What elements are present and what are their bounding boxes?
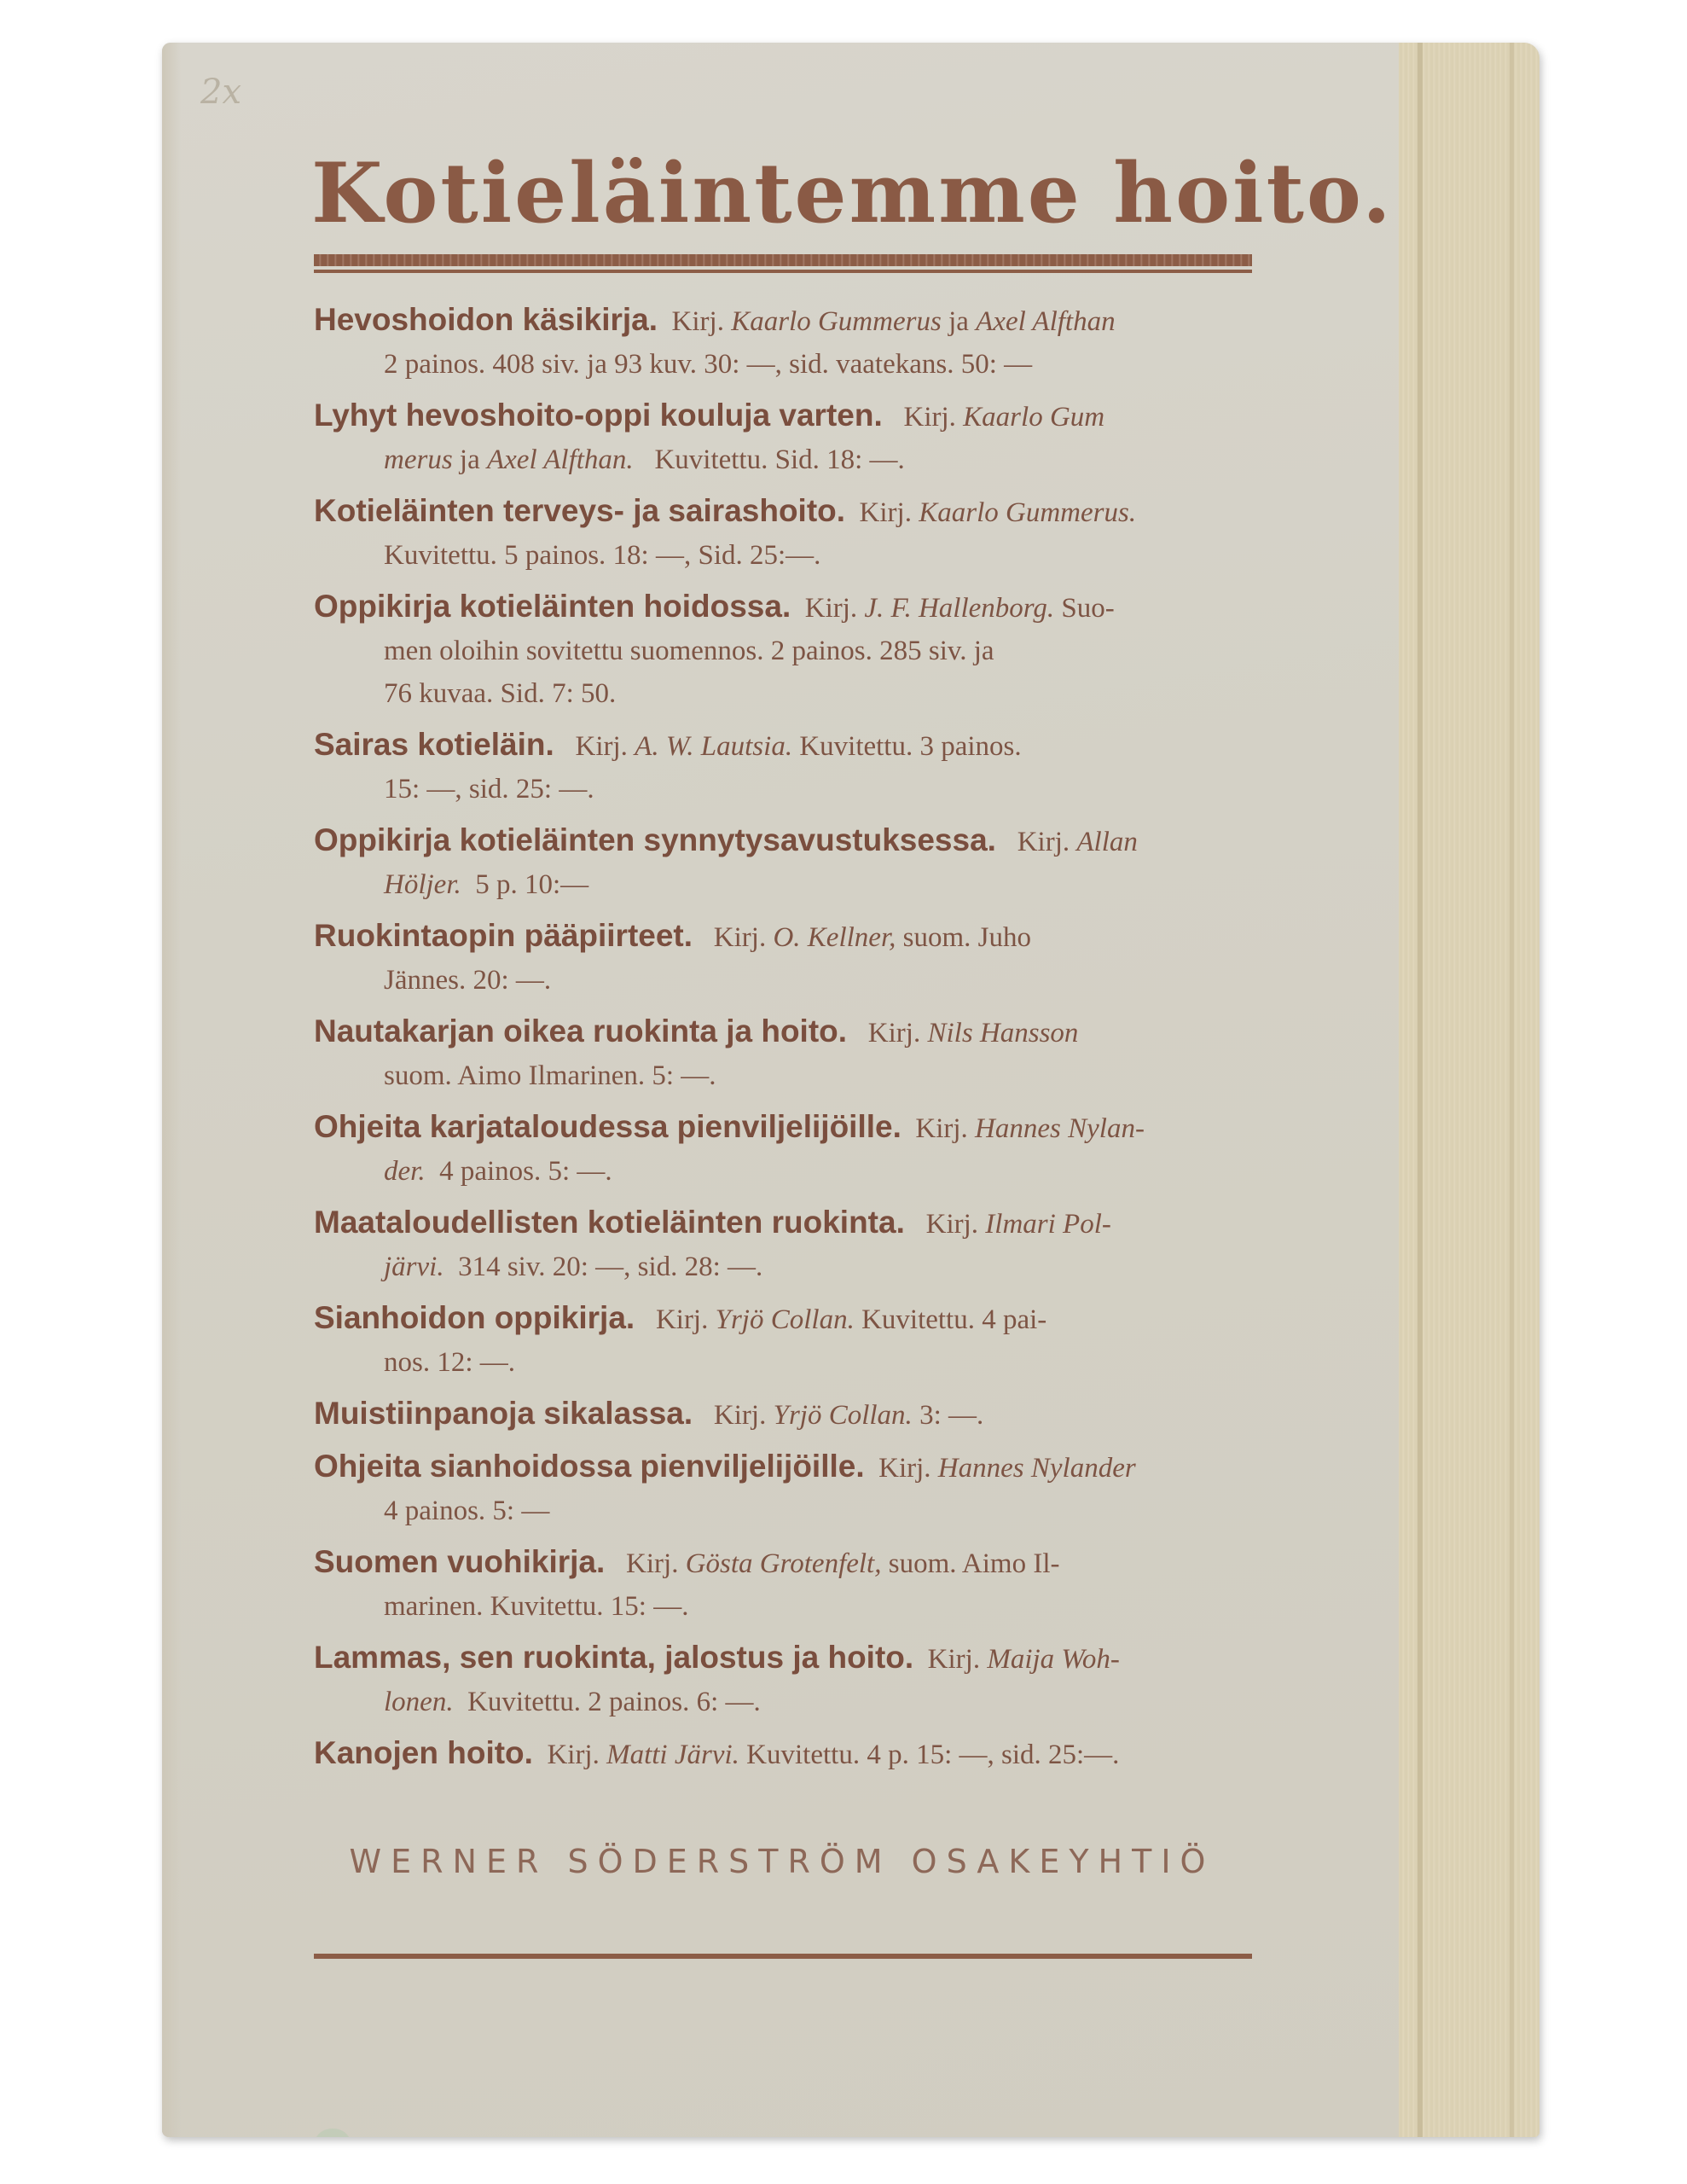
entry-kirj: Kirj.	[1017, 827, 1077, 857]
list-item	[314, 299, 1250, 386]
entry-title: Lammas, sen ruokinta, jalostus ja hoito.	[314, 1640, 914, 1675]
entry-author: Kaarlo Gummerus	[731, 306, 942, 337]
entry-title: Hevoshoidon käsikirja.	[314, 302, 658, 337]
entry-kirj: Kirj.	[859, 497, 919, 528]
list-item	[314, 394, 1250, 481]
entry-title: Oppikirja kotieläinten synnytysavustuksessa.	[314, 822, 996, 857]
entry-kirj: Kirj.	[655, 1304, 716, 1335]
entry-details: 2 painos. 408 siv. ja 93 kuv. 30: —, sid. vaatekans. 50: —	[384, 349, 1033, 380]
list-item	[314, 1201, 1250, 1288]
entry-kirj: Kirj.	[713, 922, 774, 953]
entry-kirj: Kirj.	[626, 1548, 686, 1579]
entry-title: Muistiinpanoja sikalassa.	[314, 1396, 693, 1431]
book-list	[314, 299, 1250, 1785]
list-item	[314, 1010, 1250, 1097]
book-spine	[1399, 43, 1539, 2137]
stain-mark	[316, 2129, 350, 2137]
page-title: Kotieläintemme hoito.	[311, 145, 1394, 241]
spine-fold-line	[1417, 43, 1423, 2137]
entry-details: 15: —, sid. 25: —.	[384, 774, 594, 804]
entry-details: marinen. Kuvitettu. 15: —.	[384, 1591, 689, 1622]
entry-author: Kaarlo Gum	[963, 402, 1105, 433]
entry-author: A. W. Lautsia.	[635, 731, 793, 762]
list-item	[314, 915, 1250, 1002]
entry-title: Sairas kotieläin.	[314, 727, 554, 762]
entry-title: Oppikirja kotieläinten hoidossa.	[314, 589, 791, 624]
list-item	[314, 1636, 1250, 1723]
list-item	[314, 1297, 1250, 1384]
entry-kirj: Kirj.	[671, 306, 732, 337]
list-item	[314, 723, 1250, 810]
entry-kirj: Kirj.	[713, 1400, 774, 1431]
entry-author: J. F. Hallenborg.	[864, 593, 1055, 624]
entry-details: Kuvitettu. 5 painos. 18: —, Sid. 25:—.	[384, 540, 821, 571]
entry-kirj: Kirj.	[547, 1740, 607, 1770]
entry-title: Maataloudellisten kotieläinten ruokinta.	[314, 1205, 905, 1240]
list-item	[314, 819, 1250, 906]
entry-details: Höljer. 5 p. 10:—	[384, 869, 589, 900]
publisher-name: WERNER SÖDERSTRÖM OSAKEYHTIÖ	[349, 1843, 1215, 1880]
entry-details: Jännes. 20: —.	[384, 965, 552, 996]
title-rule-thin	[314, 270, 1252, 273]
entry-details-2: 76 kuvaa. Sid. 7: 50.	[384, 678, 617, 709]
entry-tail: suom. Juho	[896, 922, 1031, 953]
entry-kirj: Kirj.	[867, 1018, 928, 1048]
entry-tail: suom. Aimo Il-	[881, 1548, 1060, 1579]
entry-title: Ohjeita sianhoidossa pienviljelijöille.	[314, 1449, 865, 1484]
entry-author: Kaarlo Gummerus.	[919, 497, 1137, 528]
book-back-cover	[162, 43, 1539, 2137]
cover-panel	[162, 43, 1400, 2137]
entry-title: Suomen vuohikirja.	[314, 1544, 606, 1579]
entry-author: Hannes Nylander	[937, 1453, 1136, 1484]
list-item	[314, 1106, 1250, 1193]
entry-author: Nils Hansson	[927, 1018, 1079, 1048]
entry-author: Maija Woh-	[987, 1644, 1120, 1675]
entry-details: järvi. 314 siv. 20: —, sid. 28: —.	[384, 1252, 763, 1282]
entry-details: lonen. Kuvitettu. 2 painos. 6: —.	[384, 1687, 761, 1717]
entry-author: Allan	[1076, 827, 1138, 857]
entry-conj: ja	[941, 306, 977, 337]
entry-details: merus ja Axel Alfthan. Kuvitettu. Sid. 18: —.	[384, 444, 905, 475]
list-item	[314, 1392, 1250, 1437]
entry-details: suom. Aimo Ilmarinen. 5: —.	[384, 1060, 716, 1091]
spine-fold-line-2	[1510, 43, 1514, 2137]
entry-details: men oloihin sovitettu suomennos. 2 painos. 285 siv. ja	[384, 636, 994, 666]
entry-kirj: Kirj.	[925, 1209, 986, 1240]
list-item	[314, 1445, 1250, 1532]
entry-tail: Kuvitettu. 4 p. 15: —, sid. 25:—.	[739, 1740, 1120, 1770]
pencil-corner-mark: 2x	[200, 73, 242, 112]
entry-title: Kotieläinten terveys- ja sairashoito.	[314, 493, 846, 528]
entry-title: Ohjeita karjataloudessa pienviljelijöille.	[314, 1109, 901, 1144]
entry-author: Gösta Grotenfelt,	[685, 1548, 882, 1579]
entry-author: Matti Järvi.	[606, 1740, 739, 1770]
entry-kirj: Kirj.	[927, 1644, 988, 1675]
entry-tail: Suo-	[1054, 593, 1115, 624]
entry-kirj: Kirj.	[804, 593, 865, 624]
bottom-rule	[314, 1954, 1252, 1959]
entry-details: nos. 12: —.	[384, 1347, 516, 1378]
entry-tail: Kuvitettu. 3 painos.	[792, 731, 1022, 762]
entry-title: Kanojen hoito.	[314, 1735, 533, 1770]
entry-kirj: Kirj.	[903, 402, 964, 433]
entry-author: Ilmari Pol-	[985, 1209, 1111, 1240]
entry-kirj: Kirj.	[915, 1113, 976, 1144]
entry-author: Yrjö Collan.	[773, 1400, 913, 1431]
entry-kirj: Kirj.	[575, 731, 635, 762]
entry-details: 4 painos. 5: —	[384, 1496, 550, 1526]
entry-author: Hannes Nylan-	[975, 1113, 1145, 1144]
entry-author: O. Kellner,	[773, 922, 896, 953]
entry-tail: 3: —.	[912, 1400, 984, 1431]
entry-title: Ruokintaopin pääpiirteet.	[314, 918, 693, 953]
list-item	[314, 1732, 1250, 1776]
entry-details: der. 4 painos. 5: —.	[384, 1156, 612, 1187]
entry-title: Sianhoidon oppikirja.	[314, 1300, 635, 1335]
list-item	[314, 1541, 1250, 1628]
entry-kirj: Kirj.	[878, 1453, 938, 1484]
list-item	[314, 490, 1250, 577]
title-rule-thick	[314, 254, 1252, 266]
entry-tail: Kuvitettu. 4 pai-	[854, 1304, 1047, 1335]
list-item	[314, 585, 1250, 715]
entry-title: Nautakarjan oikea ruokinta ja hoito.	[314, 1014, 848, 1048]
entry-title: Lyhyt hevoshoito-oppi kouluja varten.	[314, 398, 883, 433]
entry-author: Yrjö Collan.	[715, 1304, 855, 1335]
entry-author-2: Axel Alfthan	[976, 306, 1116, 337]
